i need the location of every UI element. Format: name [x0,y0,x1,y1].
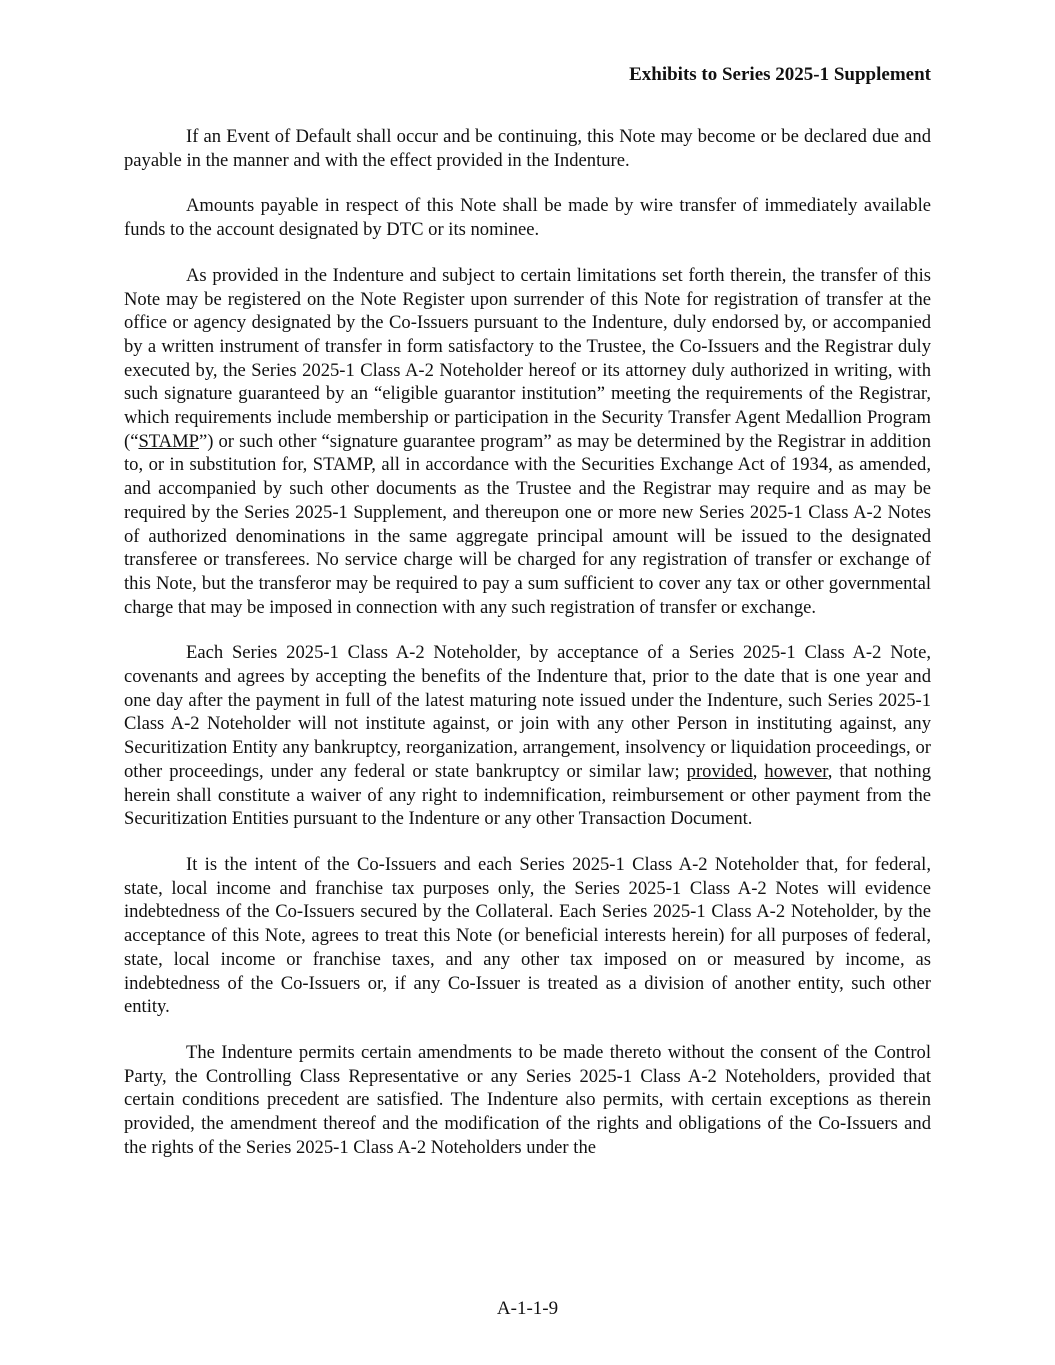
paragraph-transfer-registration [124,264,931,620]
paragraph-text-segment: Each Series 2025-1 Class A-2 Noteholder, by acceptance of a Series 2025-1 Class A-2 Note, covenants and agrees by accepting the benefits of the Indenture that, prior to the date that is one year and one day after the payment in full of the latest maturing note issued under the Indenture, such Series 2025-1 Class A-2 Noteholder will not institute against, or join with any other Person in instituting against, any Securitization Entity any bankruptcy, reorganization, arrangement, insolvency or liquidation proceedings, or other proceedings, under any federal or state bankruptcy or similar law; [124,642,931,782]
paragraph-text-segment: , that nothing herein shall constitute a waiver of any right to indemnification, reimbursement or other payment from the Securitization Entities pursuant to the Indenture or any other Transaction Document. [124,760,932,830]
paragraph-text-segment: ”) or such other “signature guarantee program” as may be determined by the Registrar in addition to, or in substitution for, STAMP, all in accordance with the Securities Exchange Act of 1934, as amended, and accompanied by such other documents as the Trustee and the Registrar may require and as may be required by the Series 2025-1 Supplement, and thereupon one or more new Series 2025-1 Class A-2 Notes of authorized denominations in the same aggregate principal amount will be issued to the designated transferee or transferees. No service charge will be charged for any registration of transfer or exchange of this Note, but the transferor may be required to pay a sum sufficient to cover any tax or other governmental charge that may be imposed in connection with any such registration of transfer or exchange. [124,430,931,618]
document-body [124,125,931,1181]
page-number: A-1-1-9 [496,1298,559,1319]
paragraph-non-petition-covenant [124,641,931,831]
paragraph-text-segment: As provided in the Indenture and subject to certain limitations set forth therein, the transfer of this Note may be registered on the Note Register upon surrender of this Note for registration of transfer at the office or agency designated by the Co-Issuers pursuant to the Indenture, duly endorsed by, or accompanied by a written instrument of transfer in form satisfactory to the Trustee, the Co-Issuers and the Registrar duly executed by, the Series 2025-1 Class A-2 Noteholder hereof or its attorney duly authorized in writing, with such signature guaranteed by an “eligible guarantor institution” meeting the requirements of the Registrar, which requirements include membership or participation in the Security Transfer Agent Medallion Program (“ [124,264,931,452]
paragraph-amendments: The Indenture permits certain amendments to be made thereto without the consent of the Control Party, the Controlling Class Representative or any Series 2025-1 Class A-2 Noteholders, provided that certain conditions precedent are satisfied. The Indenture also permits, with certain exceptions as therein provided, the amendment thereof and the modification of the rights and obligations of the Co-Issuers and the rights of the Series 2025-1 Class A-2 Noteholders under the [124,1041,931,1158]
paragraph-tax-treatment: It is the intent of the Co-Issuers and each Series 2025-1 Class A-2 Noteholder that, for federal, state, local income and franchise tax purposes only, the Series 2025-1 Class A-2 Notes will evidence indebtedness of the Co-Issuers secured by the Collateral. Each Series 2025-1 Class A-2 Noteholder, by the acceptance of this Note, agrees to treat this Note (or beneficial interests herein) for all purposes of federal, state, local income or franchise taxes, and any other tax imposed on or measured by income, as indebtedness of the Co-Issuers or, if any Co-Issuer is treated as a division of another entity, such other entity. [124,853,931,1018]
paragraph-event-of-default: If an Event of Default shall occur and be continuing, this Note may become or be declared due and payable in the manner and with the effect provided in the Indenture. [124,126,931,171]
page-header-title: Exhibits to Series 2025-1 Supplement [629,64,931,85]
paragraph-text-segment: , [752,760,765,782]
paragraph-amounts-payable: Amounts payable in respect of this Note shall be made by wire transfer of immediately available funds to the account designated by DTC or its nominee. [124,195,931,241]
however-term: however [764,760,828,782]
stamp-defined-term: STAMP [138,430,199,452]
provided-term: provided [686,760,753,782]
